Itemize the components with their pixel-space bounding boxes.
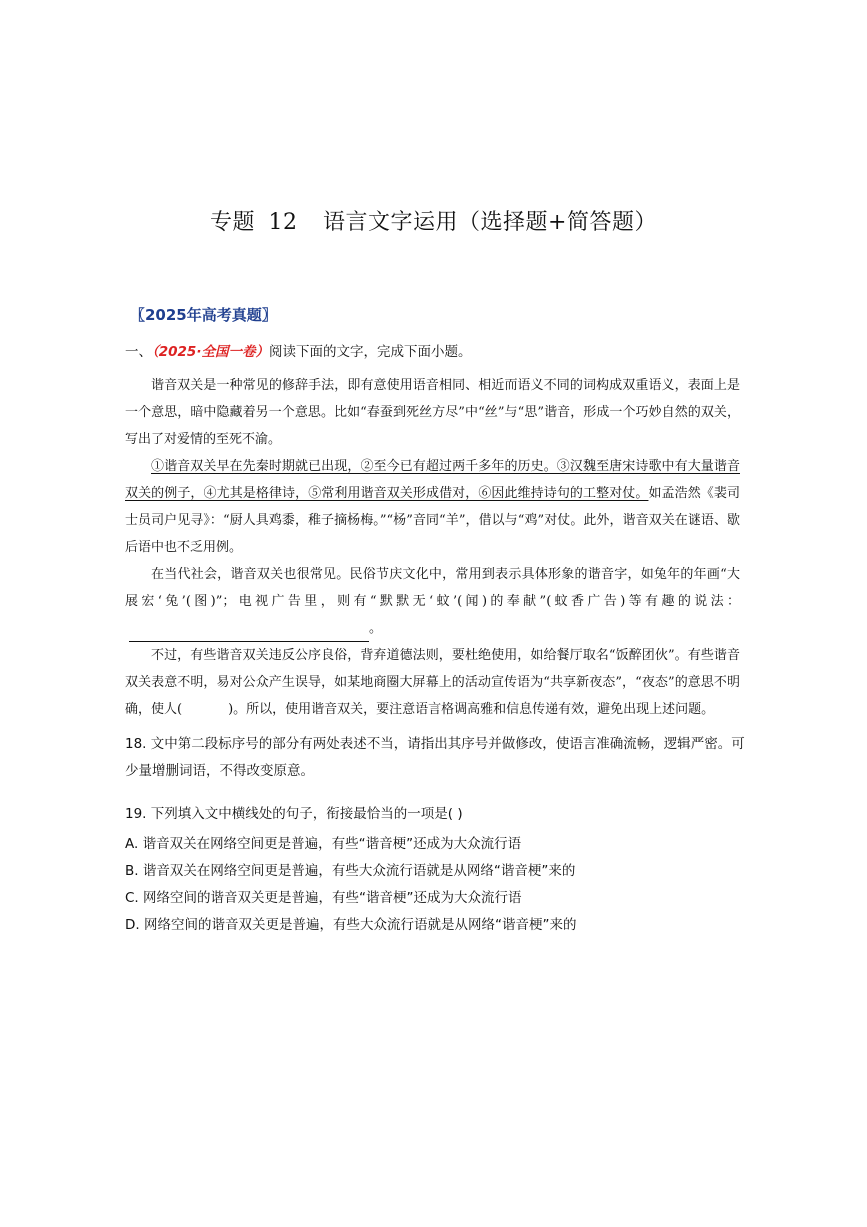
option-b: B. 谐音双关在网络空间更是普遍，有些大众流行语就是从网络“谐音梗”来的: [125, 863, 576, 879]
passage-paragraph-4: [125, 642, 740, 723]
title-main: 语言文字运用（选择题+简答题）: [323, 210, 657, 235]
option-d: D. 网络空间的谐音双关更是普遍，有些大众流行语就是从网络“谐音梗”来的: [125, 917, 577, 933]
question-18: 18. 文中第二段标序号的部分有两处表述不当，请指出其序号并做修改，使语言准确流畅，逻辑严密。可少量增删词语，不得改变原意。: [125, 736, 745, 779]
question-intro: [125, 340, 471, 360]
section-heading: 〖2025年高考真题〗: [130, 306, 277, 324]
intro-source: （2025·全国一卷）: [152, 344, 269, 360]
fill-in-blank: [129, 625, 369, 642]
title-number: 12: [268, 210, 298, 235]
option-c: C. 网络空间的谐音双关更是普遍，有些“谐音梗”还成为大众流行语: [125, 890, 522, 906]
underlined-numbered-text: ①谐音双关早在先秦时期就已出现，②至今已有超过两千多年的历史。③汉魏至唐宋诗歌中有大量谐音双关的例子，④尤其是格律诗，⑤常利用谐音双关形成借对，⑥因此维持诗句的工整对仗。: [125, 459, 740, 501]
page-title: [0, 205, 867, 236]
paragraph-end: 。: [369, 621, 383, 636]
option-a: A. 谐音双关在网络空间更是普遍，有些“谐音梗”还成为大众流行语: [125, 836, 522, 852]
passage-paragraph-1: [125, 372, 740, 453]
paragraph-text: [125, 561, 740, 642]
paragraph-rest: 如孟浩然《裴司士员司户见寻》：“厨人具鸡黍，稚子摘杨梅。”“杨”音同“羊”，借以与“鸡”对仗。此外，谐音双关在谜语、歇后语中也不乏用例。: [125, 486, 740, 555]
passage-paragraph-2: [125, 453, 740, 561]
paragraph-text: 谐音双关是一种常见的修辞手法，即有意使用语音相同、相近而语义不同的词构成双重语义，表面上是一个意思，暗中隐藏着另一个意思。比如“春蚕到死丝方尽”中“丝”与“思”谐音，形成一个巧妙自然的双关，写出了对爱情的至死不渝。: [125, 378, 740, 447]
title-prefix: 专题: [210, 210, 256, 235]
intro-text: 阅读下面的文字，完成下面小题。: [268, 344, 472, 360]
paragraph-body: 在当代社会，谐音双关也很常见。民俗节庆文化中，常用到表示具体形象的谐音字，如兔年的年画“大展宏‘兔’(图)”；电视广告里，则有“默默无‘蚊’(闻)的奉献”(蚊香广告)等有趣的说法：: [125, 567, 740, 609]
question-19: 19. 下列填入文中横线处的句子，衔接最恰当的一项是( ): [125, 806, 463, 822]
paragraph-text: [125, 642, 740, 723]
paragraph-body: 不过，有些谐音双关违反公序良俗，背弃道德法则，要杜绝使用，如给餐厅取名“饭醉团伙”。有些谐音双关表意不明，易对公众产生误导，如某地商圈大屏幕上的活动宣传语为“共享新夜态”，“夜态”的意思不明确，使人(: [125, 648, 740, 717]
passage-paragraph-3: [125, 561, 740, 642]
paragraph-text: [125, 453, 740, 561]
intro-prefix: 一、: [125, 344, 152, 360]
paragraph-end: )。所以，使用谐音双关，要注意语言格调高雅和信息传递有效，避免出现上述问题。: [228, 702, 715, 717]
